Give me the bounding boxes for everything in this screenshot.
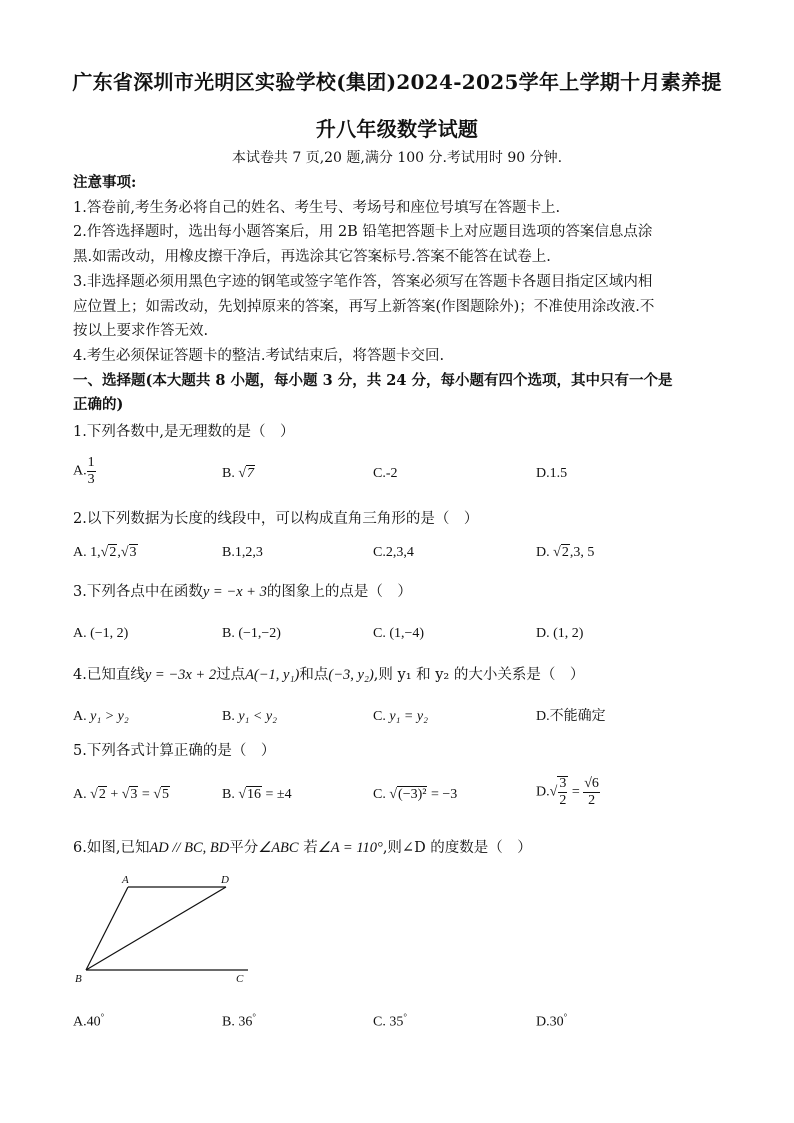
notice-line: 黑.如需改动，用橡皮擦干净后，再选涂其它答案标号.答案不能答在试卷上. [73,249,551,265]
notice-line: 3.非选择题必须用黑色字迹的钢笔或签字笔作答，答案必须写在答题卡各题目指定区域内相 [73,274,653,290]
notice-line: 应位置上；如需改动，先划掉原来的答案，再写上新答案(作图题除外)；不准使用涂改液.不 [73,299,655,315]
section-heading: 一、选择题(本大题共 8 小题，每小题 3 分，共 24 分，每小题有四个选项，其中只有一个是 [73,372,673,389]
q3-option-a: A. (−1, 2) [73,626,129,641]
point-d-label: D [221,874,229,886]
q6-option-c: C. 35° [373,1012,407,1030]
q5-option-a: A. √2 + √3 = √5 [73,787,169,802]
q4-option-a: A. y₁ > y₂ [73,709,129,724]
q6-option-d: D.30° [536,1012,568,1030]
q2-option-b: B.1,2,3 [222,545,263,560]
q4-option-d: D.不能确定 [536,709,606,724]
q1-option-c: C.-2 [373,466,398,481]
q3-option-c: C. (1,−4) [373,626,425,641]
question-2-stem: 2.以下列数据为长度的线段中，可以构成直角三角形的是（ ） [73,511,479,527]
q2-option-c: C.2,3,4 [373,545,414,560]
notice-heading: 注意事项: [73,174,137,191]
q2-option-a: A. 1,√2,√3 [73,545,137,560]
point-b-label: B [75,973,82,985]
section-heading-cont: 正确的) [73,396,124,413]
q3-option-d: D. (1, 2) [536,626,584,641]
q5-option-d: D.√ $\frac{3}{2}$ = $\frac{√6}{2}$ [536,776,599,808]
exam-subtitle: 本试卷共 7 页,20 题,满分 100 分.考试用时 90 分钟. [231,150,563,166]
q1-option-b: B. √7 [222,464,255,484]
q6-option-b: B. 36° [222,1012,256,1030]
point-c-label: C [236,973,244,985]
q3-option-b: B. (−1,−2) [222,626,281,641]
question-4-stem: 4.已知直线y = −3x + 2过点A(−1, y₁)和点(−3, y₂),则 y₁ 和 y₂ 的大小关系是（ ） [73,667,585,683]
q4-option-c: C. y₁ = y₂ [373,709,428,724]
question-6-stem: 6.如图,已知AD // BC, BD平分∠ABC 若∠A = 110°,则∠D 的度数是（ ） [73,840,532,856]
q6-option-a: A.40° [73,1012,105,1030]
notice-line: 按以上要求作答无效. [73,323,209,339]
question-5-stem: 5.下列各式计算正确的是（ ） [73,743,276,759]
exam-title-line1: 广东省深圳市光明区实验学校(集团)2024-2025学年上学期十月素养提 [72,70,722,94]
q1-option-a [73,456,96,487]
notice-line: 2.作答选择题时，选出每小题答案后，用 2B 铅笔把答题卡上对应题目选项的答案信息点涂 [73,224,653,240]
question-1-stem: 1.下列各数中,是无理数的是（ ） [73,424,295,440]
q1-a-label: A. [73,463,87,479]
point-a-label: A [122,874,129,886]
sqrt: √7 [238,466,255,481]
q5-option-b: B. √16 = ±4 [222,787,292,802]
q1-option-d: D.1.5 [536,466,568,481]
fraction: $\frac{1}{3}$ [87,455,95,487]
q4-option-b: B. y₁ < y₂ [222,709,277,724]
q5-option-c: C. √(−3)² = −3 [373,787,458,802]
notice-line: 1.答卷前,考生务必将自己的姓名、考生号、考场号和座位号填写在答题卡上. [73,200,561,216]
notice-line: 4.考生必须保证答题卡的整洁.考试结束后，将答题卡交回. [73,348,445,364]
q2-option-d: D. √2,3, 5 [536,545,595,560]
question-3-stem: 3.下列各点中在函数y = −x + 3的图象上的点是（ ） [73,584,412,600]
exam-title-line2: 升八年级数学试题 [315,117,479,141]
geometry-figure [70,870,260,990]
